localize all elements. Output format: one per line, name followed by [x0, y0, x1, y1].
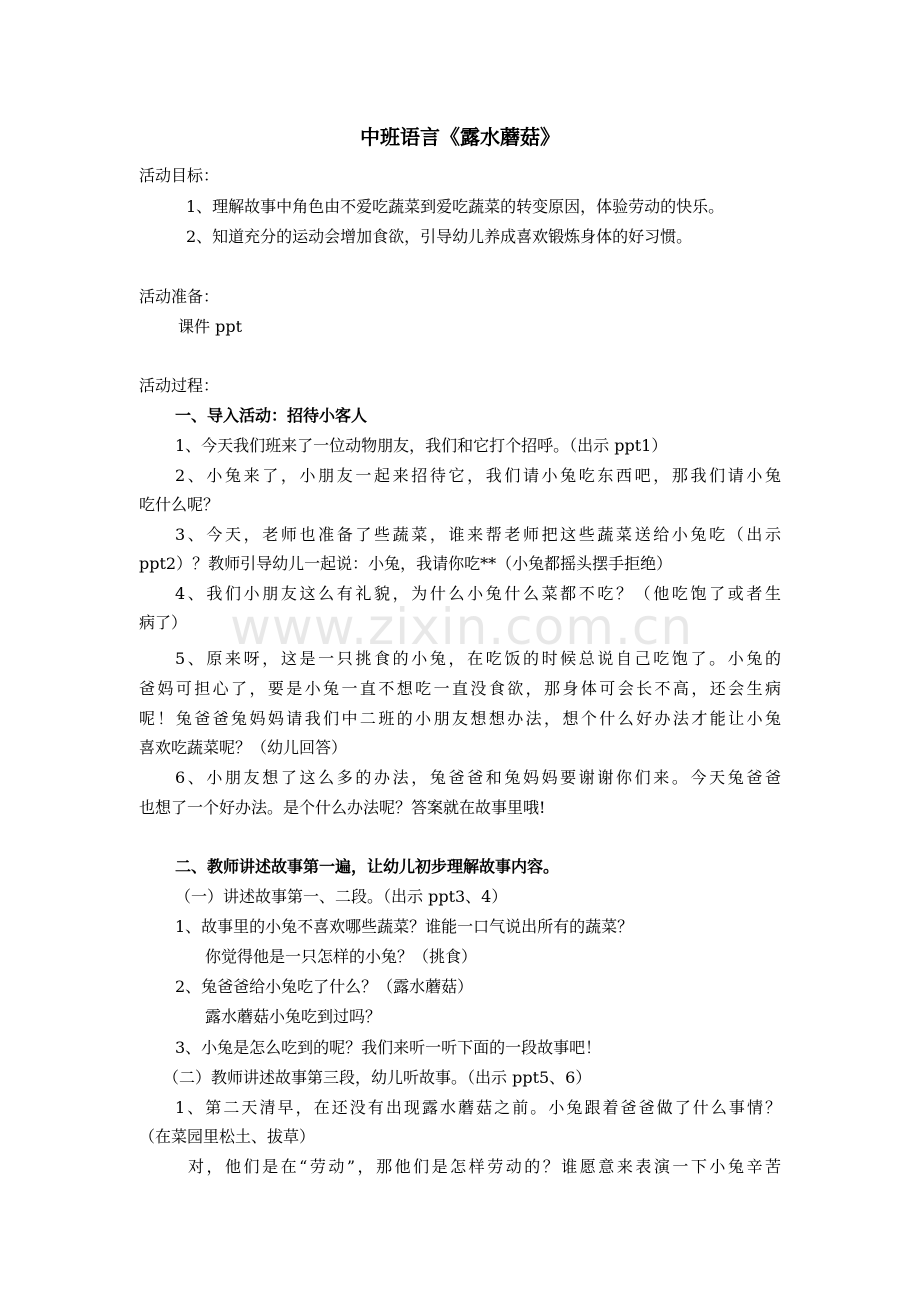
prep-heading: 活动准备： [139, 287, 220, 306]
goal-item-2: 2、知道充分的运动会增加食欲，引导幼儿养成喜欢锻炼身体的好习惯。 [186, 227, 693, 246]
section1-paragraph-5-line-3: 呢！兔爸爸兔妈妈请我们中二班的小朋友想想办法，想个什么好办法才能让小兔 [139, 709, 781, 728]
section1-paragraph-2-line-1: 2、小兔来了，小朋友一起来招待它，我们请小兔吃东西吧，那我们请小兔 [175, 466, 781, 485]
section2-question-3: 3、小兔是怎么吃到的呢？我们来听一听下面的一段故事吧！ [175, 1038, 602, 1057]
section2-heading: 二、教师讲述故事第一遍，让幼儿初步理解故事内容。 [175, 857, 560, 876]
prep-content: 课件 ppt [178, 317, 243, 336]
section1-paragraph-2-line-2: 吃什么呢？ [139, 495, 220, 514]
section2-sub-1: （一）讲述故事第一、二段。（出示 ppt3、4） [175, 887, 508, 906]
section2-paragraph-1-line-2: （在菜园里松土、拔草） [139, 1127, 316, 1146]
section1-paragraph-6-line-1: 6、小朋友想了这么多的办法，兔爸爸和兔妈妈要谢谢你们来。今天兔爸爸 [175, 768, 781, 787]
section1-paragraph-6-line-2: 也想了一个好办法。是个什么办法呢？答案就在故事里哦! [139, 798, 546, 817]
section1-paragraph-3-line-2: ppt2）？教师引导幼儿一起说：小兔，我请你吃**（小兔都摇头摆手拒绝） [139, 554, 673, 573]
section2-sub-2: （二）教师讲述故事第三段，幼儿听故事。（出示 ppt5、6） [163, 1068, 592, 1087]
watermark: www.zixin.com.cn [230, 598, 694, 656]
section1-heading: 一、导入活动：招待小客人 [175, 406, 368, 425]
section2-paragraph-2-line-1: 对，他们是在“劳动”，那他们是怎样劳动的？谁愿意来表演一下小兔辛苦 [188, 1157, 781, 1176]
process-heading: 活动过程： [139, 376, 220, 395]
section2-question-2: 2、兔爸爸给小兔吃了什么？（露水蘑菇） [175, 977, 474, 996]
section1-paragraph-5-line-2: 爸妈可担心了，要是小兔一直不想吃一直没食欲，那身体可会长不高，还会生病 [139, 679, 781, 698]
section2-question-1b: 你觉得他是一只怎样的小兔？（挑食） [205, 947, 478, 966]
goal-item-1: 1、理解故事中角色由不爱吃蔬菜到爱吃蔬菜的转变原因，体验劳动的快乐。 [186, 197, 725, 216]
section1-paragraph-4-line-1: 4、我们小朋友这么有礼貌，为什么小兔什么菜都不吃？（他吃饱了或者生 [175, 584, 781, 603]
section1-paragraph-5-line-4: 喜欢吃蔬菜呢？（幼儿回答） [139, 738, 348, 757]
section1-paragraph-3-line-1: 3、今天，老师也准备了些蔬菜，谁来帮老师把这些蔬菜送给小兔吃（出示 [175, 525, 781, 544]
section2-question-2b: 露水蘑菇小兔吃到过吗？ [205, 1007, 382, 1026]
section2-paragraph-1-line-1: 1、第二天清早，在还没有出现露水蘑菇之前。小兔跟着爸爸做了什么事情？ [175, 1098, 781, 1117]
section2-question-1: 1、故事里的小兔不喜欢哪些蔬菜？谁能一口气说出所有的蔬菜？ [175, 917, 634, 936]
section1-paragraph-1: 1、今天我们班来了一位动物朋友，我们和它打个招呼。（出示 ppt1） [175, 436, 668, 455]
page-title: 中班语言《露水蘑菇》 [360, 125, 560, 149]
section1-paragraph-5-line-1: 5、原来呀，这是一只挑食的小兔，在吃饭的时候总说自己吃饱了。小兔的 [175, 649, 781, 668]
section1-paragraph-4-line-2: 病了） [139, 613, 188, 632]
goals-heading: 活动目标： [139, 166, 220, 185]
